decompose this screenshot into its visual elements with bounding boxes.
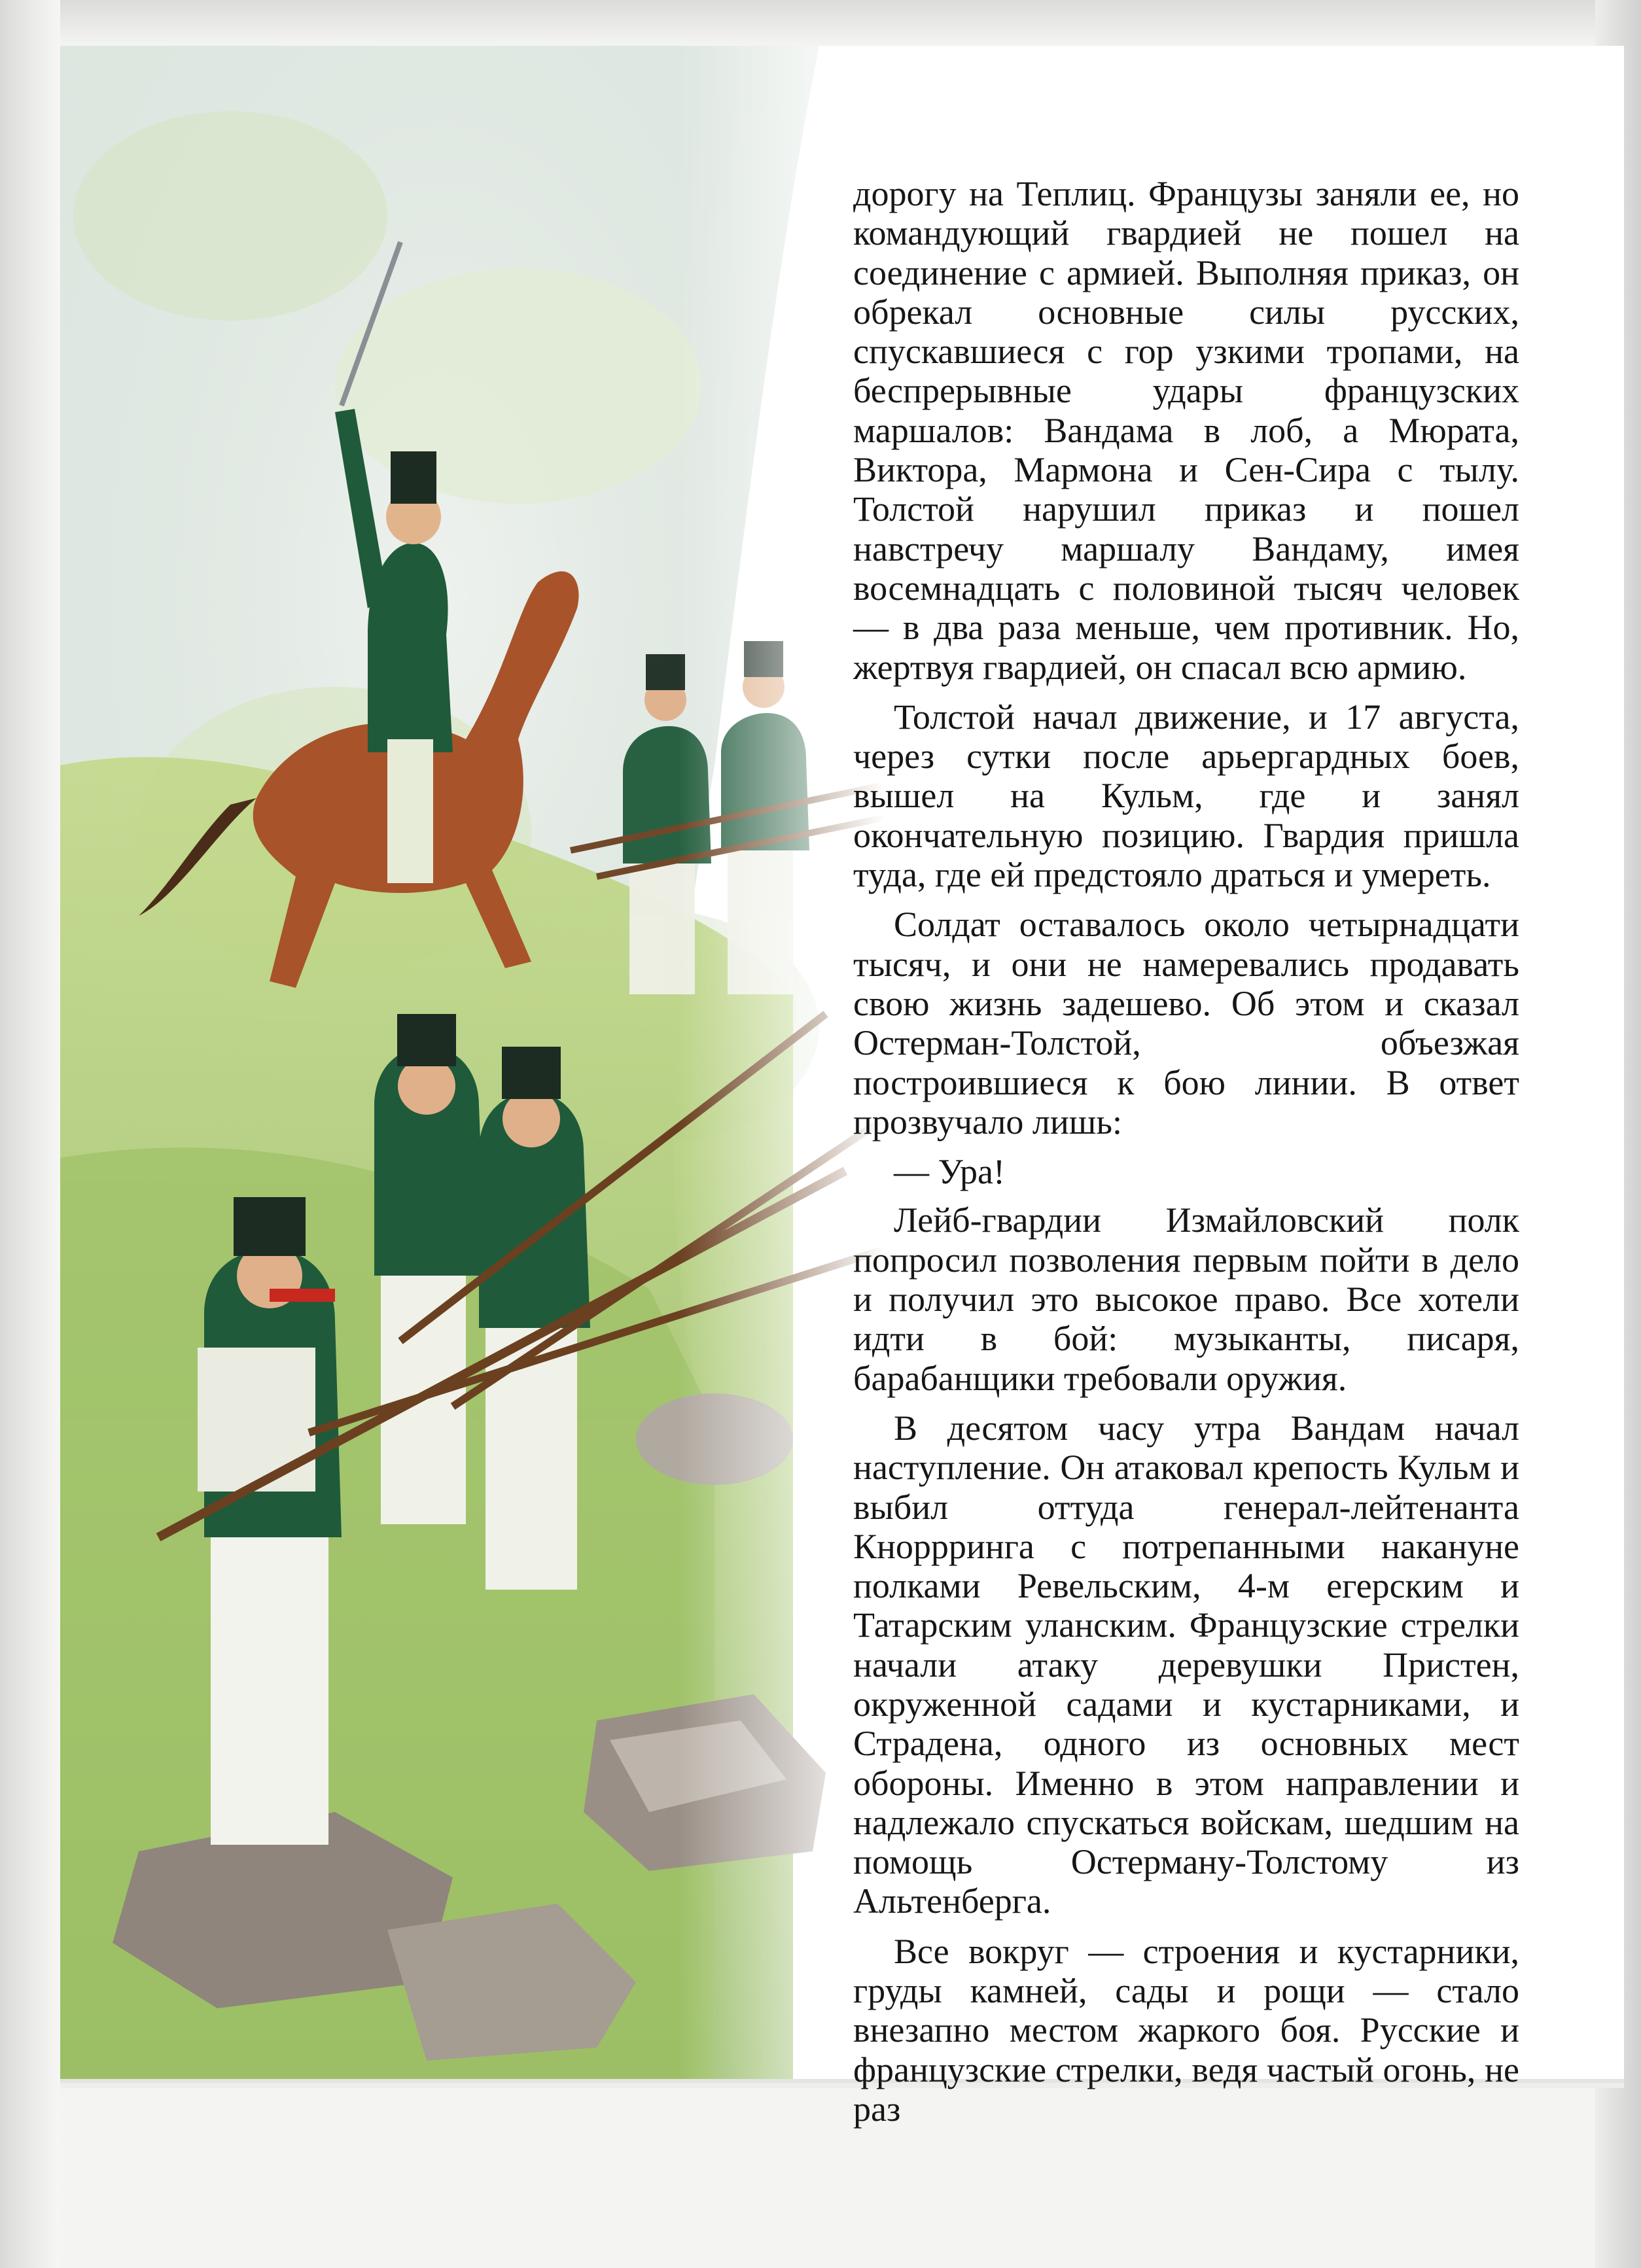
paragraph-2: Толстой начал движение, и 17 августа, через сутки после арьергардных боев, вышел на Кульм, где и занял окончательную позицию. Гвардия пришла туда, где ей предстояло драться и умереть. <box>853 697 1519 895</box>
article-text <box>853 174 1519 2139</box>
scan-edge-top <box>0 0 1641 46</box>
battle-illustration <box>60 46 885 2079</box>
paragraph-1: дорогу на Теплиц. Французы заняли ее, но командующий гвардией не пошел на соединение с армией. Выполняя приказ, он обрекал основные силы русских, спускавшиеся с гор узкими тропами, на беспрерывные удары французских маршалов: Вандама в лоб, а Мюрата, Виктора, Мармона и Сен-Сира с тылу. Толстой нарушил приказ и пошел навстречу маршалу Вандаму, имея восемнадцать с половиной тысяч человек — в два раза меньше, чем противник. Но, жертвуя гвардией, он спасал всю армию. <box>853 174 1519 687</box>
paragraph-6: Все вокруг — строения и кустарники, груды камней, сады и рощи — стало внезапно местом жаркого боя. Русские и французские стрелки, ведя частый огонь, не раз <box>853 1931 1519 2129</box>
paragraph-3: Солдат оставалось около четырнадцати тысяч, и они не намеревались продавать свою жизнь задешево. Об этом и сказал Остерман-Толстой, объезжая построившиеся к бою линии. В ответ прозвучало лишь: <box>853 905 1519 1142</box>
paragraph-5: В десятом часу утра Вандам начал наступление. Он атаковал крепость Кульм и выбил оттуда генерал-лейтенанта Кноррринга с потрепанными накануне полками Ревельским, 4-м егерским и Татарским уланским. Французские стрелки начали атаку деревушки Пристен, окруженной садами и кустарниками, и Страдена, одного из основных мест обороны. Именно в этом направлении и надлежало спускаться войскам, шедшим на помощь Остерману-Толстому из Альтенберга. <box>853 1408 1519 1921</box>
book-page <box>60 46 1624 2129</box>
paragraph-exclamation: — Ура! <box>894 1152 1005 1192</box>
scan-edge-left <box>0 0 60 2268</box>
battle-illustration-image <box>60 46 885 2079</box>
paragraph-4: Лейб-гвардии Измайловский полк попросил позволения первым пойти в дело и получил это высокое право. Все хотели идти в бой: музыканты, писаря, барабанщики требовали оружия. <box>853 1200 1519 1398</box>
